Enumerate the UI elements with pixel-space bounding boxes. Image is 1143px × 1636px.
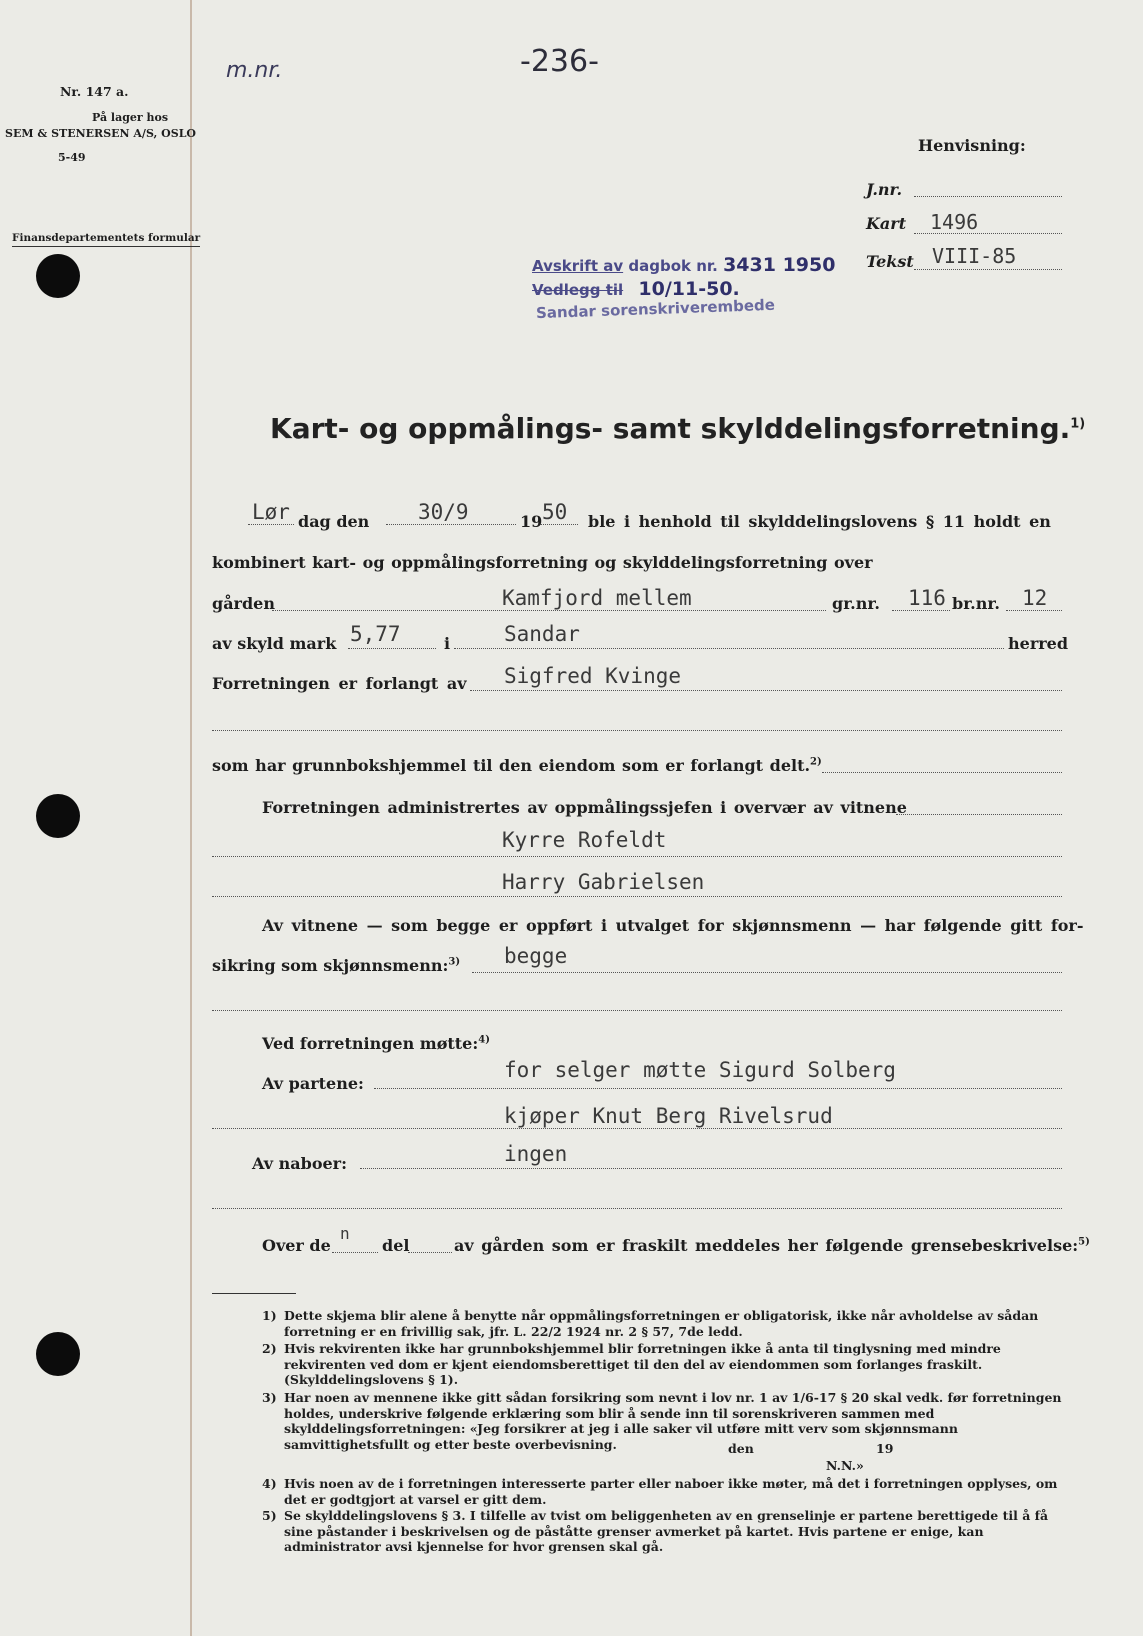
stamp-dagbok: dagbok nr. xyxy=(628,257,718,275)
footnote-4 xyxy=(262,1476,1062,1507)
neighbours-line2 xyxy=(212,1208,1062,1209)
stock-line2: SEM & STENERSEN A/S, OSLO xyxy=(5,127,197,140)
skyld-label: av skyld mark xyxy=(212,634,337,653)
witness-2: Harry Gabrielsen xyxy=(502,870,705,894)
footnote-rule xyxy=(212,1293,296,1294)
year-value: 50 xyxy=(542,500,568,524)
blank-line xyxy=(212,730,1062,731)
oath-text2 xyxy=(212,956,460,975)
oath-text2-label: sikring som skjønnsmenn: xyxy=(212,956,449,975)
jnr-line xyxy=(914,196,1062,197)
footnote-1 xyxy=(262,1308,1062,1339)
line2: kombinert kart- og oppmålingsforretning og skylddelingsforretning over xyxy=(212,553,873,572)
del-label: del xyxy=(382,1236,410,1255)
footnote-5 xyxy=(262,1508,1062,1555)
date-value: 30/9 xyxy=(418,500,469,524)
footnote-text: Hvis rekvirenten ikke har grunnbokshjemmel blir forretningen ikke å anta til tinglysning med mindre rekvirenten ved dom er kjent eiendomsberettiget til den del av eiendommen som forlanges fraskilt. (Skylddelingslovens § 1). xyxy=(284,1341,1001,1387)
day-line xyxy=(248,524,294,525)
footnote-text: Dette skjema blir alene å benytte når oppmålingsforretningen er obligatorisk, ikke når avholdelse av sådan forretning er en frivillig sak, jfr. L. 22/2 1924 nr. 2 § 57, 7de ledd. xyxy=(284,1308,1039,1339)
fn3-year: 19 xyxy=(876,1441,894,1456)
skyld-line xyxy=(348,648,436,649)
department-formular: Finansdepartementets formular xyxy=(12,230,200,247)
punch-hole xyxy=(36,254,80,298)
met-label xyxy=(262,1034,490,1053)
neighbours-line xyxy=(360,1168,1062,1169)
initials: m.nr. xyxy=(226,58,283,83)
brnr-line xyxy=(1006,610,1062,611)
requested-value: Sigfred Kvinge xyxy=(504,664,682,688)
skyld-value: 5,77 xyxy=(350,622,401,646)
boundary-text: av gården som er fraskilt meddeles her følgende grensebeskrivelse: xyxy=(454,1236,1079,1255)
footnote-text: Se skylddelingslovens § 3. I tilfelle av tvist om beliggenheten av en grenselinje er partene berettigede til å få sine påstander i beskrivelsen og de påståtte grenser avmerket på kartet. Hvis partene er enige, kan administrator avsi kjennelse for hvor grensen skal gå. xyxy=(284,1508,1049,1554)
footnote-2 xyxy=(262,1341,1062,1388)
met-label-text: Ved forretningen møtte: xyxy=(262,1034,479,1053)
kart-line xyxy=(914,233,1062,234)
kart-label: Kart xyxy=(866,214,907,233)
footnote-number: 2) xyxy=(262,1341,277,1356)
oath-text1: Av vitnene — som begge er oppført i utvalget for skjønnsmenn — har følgende gitt for- xyxy=(262,916,1084,935)
title-note: 1) xyxy=(1070,416,1086,432)
title-holder-line xyxy=(822,772,1062,773)
admin-line xyxy=(896,814,1062,815)
date-line xyxy=(386,524,516,525)
form-number: Nr. 147 a. xyxy=(60,84,129,99)
edition: 5-49 xyxy=(58,151,86,164)
stamp-dagbok-value: 3431 1950 xyxy=(723,254,836,276)
witness1-line xyxy=(212,856,1062,857)
footnote-text: Har noen av mennene ikke gitt sådan forsikring som nevnt i lov nr. 1 av 1/6-17 § 20 skal vedk. før forretningen holdes, underskrive følgende erklæring som blir å sende inn til sorenskriveren sammen med skylddelingsforretningen: «Jeg forsikrer at jeg i alle saker vil utføre mitt verv som skjønnsmann samvittighetsfullt og etter beste overbevisning. xyxy=(284,1390,1062,1452)
grnr-line xyxy=(892,610,950,611)
footnote-number: 1) xyxy=(262,1308,277,1323)
neighbours-label: Av naboer: xyxy=(252,1154,348,1173)
stamp-prefix2: Vedlegg til xyxy=(532,281,624,299)
oath-line xyxy=(472,972,1062,973)
met-note: 4) xyxy=(478,1034,490,1046)
jnr-label: J.nr. xyxy=(866,180,903,199)
stamp-attached-date: 10/11-50. xyxy=(638,278,740,300)
title-holder xyxy=(212,756,822,775)
footnote-text: Hvis noen av de i forretningen interesserte parter eller naboer ikke møter, må det i forretningen opplyses, om det er godtgjort at varsel er gitt dem. xyxy=(284,1476,1058,1507)
herred-label: herred xyxy=(1008,634,1069,653)
stamp-line2 xyxy=(532,278,740,300)
requested-line xyxy=(470,690,1062,691)
oath-line2 xyxy=(212,1010,1062,1011)
boundary xyxy=(454,1236,1090,1255)
admin-text: Forretningen administrertes av oppmålingssjefen i overvær av vitnene xyxy=(262,798,907,817)
brnr-label: br.nr. xyxy=(952,594,1000,613)
punch-hole xyxy=(36,1332,80,1376)
fn3-nn: N.N.» xyxy=(826,1458,864,1473)
year-prefix: 19 xyxy=(520,512,543,531)
brnr-value: 12 xyxy=(1022,586,1048,610)
footnote-number: 5) xyxy=(262,1508,277,1523)
herred-line xyxy=(454,648,1004,649)
over-label: Over de xyxy=(262,1236,331,1255)
herred-value: Sandar xyxy=(504,622,580,646)
del-line xyxy=(408,1252,452,1253)
title-holder-text: som har grunnbokshjemmel til den eiendom som er forlangt delt. xyxy=(212,756,811,775)
over-line xyxy=(332,1252,378,1253)
page-title-text: Kart- og oppmålings- samt skylddelingsforretning. xyxy=(270,412,1071,445)
tekst-value: VIII-85 xyxy=(932,244,1017,268)
requested-label: Forretningen er forlangt av xyxy=(212,674,467,693)
footnote-3 xyxy=(262,1390,1062,1452)
line1-rest: ble i henhold til skylddelingslovens § 11 holdt en xyxy=(588,512,1051,531)
witness-1: Kyrre Rofeldt xyxy=(502,828,667,852)
title-holder-note: 2) xyxy=(810,756,822,768)
i-label: i xyxy=(444,634,451,653)
footnote-number: 4) xyxy=(262,1476,277,1491)
oath-note: 3) xyxy=(448,956,461,968)
party-2: kjøper Knut Berg Rivelsrud xyxy=(504,1104,833,1128)
farm-line xyxy=(272,610,826,611)
stamp-prefix1: Avskrift av xyxy=(532,257,624,275)
tekst-label: Tekst xyxy=(866,252,914,271)
tekst-line xyxy=(914,269,1062,270)
footnote-number: 3) xyxy=(262,1390,277,1405)
day-label: dag den xyxy=(298,512,370,531)
over-value: n xyxy=(340,1224,350,1243)
stock-line1: På lager hos xyxy=(92,111,169,124)
page-number: -236- xyxy=(520,44,599,79)
page-title xyxy=(270,412,1085,445)
boundary-note: 5) xyxy=(1078,1236,1090,1248)
stamp-line1 xyxy=(532,254,835,276)
witness2-line xyxy=(212,896,1062,897)
parties-label: Av partene: xyxy=(262,1074,364,1093)
day-value: Lør xyxy=(252,500,290,524)
farm-label: gården xyxy=(212,594,275,613)
neighbours-value: ingen xyxy=(504,1142,568,1166)
fn3-den: den xyxy=(728,1441,754,1456)
party-1: for selger møtte Sigurd Solberg xyxy=(504,1058,896,1082)
oath-value: begge xyxy=(504,944,568,968)
punch-hole xyxy=(36,794,80,838)
party2-line xyxy=(212,1128,1062,1129)
party1-line xyxy=(374,1088,1062,1089)
stamp-office: Sandar sorenskriverembede xyxy=(535,295,776,323)
kart-value: 1496 xyxy=(930,210,979,234)
reference-heading: Henvisning: xyxy=(918,136,1026,155)
grnr-value: 116 xyxy=(908,586,946,610)
grnr-label: gr.nr. xyxy=(832,594,880,613)
farm-value: Kamfjord mellem xyxy=(502,586,692,610)
year-line xyxy=(540,524,578,525)
